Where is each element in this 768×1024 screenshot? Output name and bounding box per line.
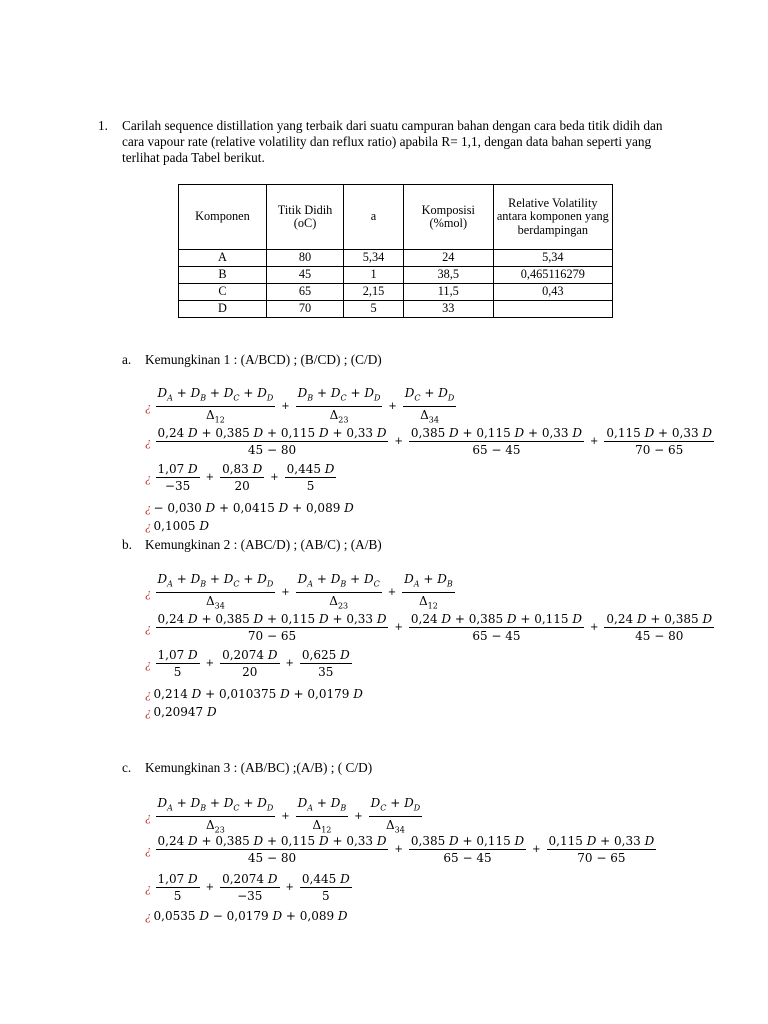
mark: ¿ xyxy=(145,879,152,895)
numerator: $D_A + D_B + D_C + D_D$ xyxy=(156,572,276,593)
section-a-eq1 xyxy=(145,386,458,428)
denominator: $\Delta_{34}$ xyxy=(420,408,439,425)
expression: 0,0535 D − 0,0179 D + 0,089 D xyxy=(153,909,348,923)
table-cell: C xyxy=(179,284,267,301)
denominator: $\Delta_{12}$ xyxy=(205,408,225,425)
table-cell: 0,465116279 xyxy=(493,267,612,284)
denominator: 65 − 45 xyxy=(472,629,521,643)
section-b-eq3 xyxy=(145,648,354,679)
table-cell: D xyxy=(179,301,267,318)
question-line: terlihat pada Tabel berikut. xyxy=(122,150,265,165)
numerator: $D_A + D_B + D_C + D_D$ xyxy=(156,386,276,407)
mark: ¿ xyxy=(145,686,152,701)
numerator: 1,07 D xyxy=(157,648,198,662)
denominator: 5 xyxy=(173,665,182,679)
plus-sign: + xyxy=(281,811,290,823)
mark: ¿ xyxy=(145,808,152,824)
denominator: 70 − 65 xyxy=(577,851,626,865)
denominator: $\Delta_{23}$ xyxy=(329,594,349,611)
section-c-title: Kemungkinan 3 : (AB/BC) ;(A/B) ; ( C/D) xyxy=(145,760,373,775)
plus-sign: + xyxy=(205,882,215,893)
plus-sign: + xyxy=(532,844,541,855)
mark: ¿ xyxy=(145,469,152,485)
result: 0,20947 D xyxy=(153,705,217,719)
numerator: 0,445 D xyxy=(286,462,335,476)
denominator: $\Delta_{23}$ xyxy=(205,818,225,835)
denominator: 5 xyxy=(173,889,182,903)
plus-sign: + xyxy=(394,844,403,855)
denominator: 5 xyxy=(321,889,330,903)
table-row xyxy=(179,301,613,318)
denominator: $\Delta_{23}$ xyxy=(329,408,349,425)
numerator: $D_B + D_C + D_D$ xyxy=(296,386,383,407)
table-row xyxy=(179,267,613,284)
table-cell: 24 xyxy=(403,250,493,267)
question-line: Carilah sequence distillation yang terbaik dari suatu campuran bahan dengan cara beda titik didih dan xyxy=(122,118,663,133)
numerator: $D_A + D_B + D_C + D_D$ xyxy=(156,796,276,817)
numerator: 1,07 D xyxy=(157,462,198,476)
table-cell: 80 xyxy=(266,250,343,267)
table-cell: 5 xyxy=(344,301,404,318)
numerator: $D_C + D_D$ xyxy=(369,796,422,817)
denominator: $\Delta_{12}$ xyxy=(418,594,438,611)
question-line: cara vapour rate (relative volatility dan reflux ratio) apabila R= 1,1, dengan data bahan seperti yang xyxy=(122,134,652,149)
table-cell: 33 xyxy=(403,301,493,318)
plus-sign: + xyxy=(394,436,403,447)
mark: ¿ xyxy=(145,655,152,671)
section-c-eq1 xyxy=(145,796,424,838)
numerator: 0,2074 D xyxy=(222,648,278,662)
expression: − 0,030 D + 0,0415 D + 0,089 D xyxy=(153,501,354,515)
numerator: 0,115 D + 0,33 D xyxy=(606,426,713,440)
section-c-eq3 xyxy=(145,872,354,903)
mark: ¿ xyxy=(145,584,152,600)
numerator: $D_C + D_D$ xyxy=(403,386,456,407)
numerator: $D_A + D_B$ xyxy=(296,796,349,817)
table-cell: 38,5 xyxy=(403,267,493,284)
numerator: 0,445 D xyxy=(301,872,350,886)
numerator: 0,24 D + 0,385 D + 0,115 D + 0,33 D xyxy=(157,612,387,626)
denominator: $\Delta_{34}$ xyxy=(205,594,225,611)
numerator: 0,385 D + 0,115 D xyxy=(410,834,525,848)
denominator: 20 xyxy=(234,479,250,493)
mark: ¿ xyxy=(145,433,152,449)
numerator: 0,83 D xyxy=(222,462,263,476)
header-a: a xyxy=(344,185,404,250)
section-b-letter: b. xyxy=(122,537,132,552)
table-cell: 5,34 xyxy=(493,250,612,267)
mark: ¿ xyxy=(145,841,152,857)
denominator: 20 xyxy=(242,665,258,679)
table-cell: 5,34 xyxy=(344,250,404,267)
plus-sign: + xyxy=(394,622,403,633)
header-komponen: Komponen xyxy=(179,185,267,250)
denominator: 65 − 45 xyxy=(443,851,492,865)
table-cell: B xyxy=(179,267,267,284)
numerator: 0,24 D + 0,385 D + 0,115 D + 0,33 D xyxy=(157,834,387,848)
table-cell: 45 xyxy=(266,267,343,284)
denominator: 45 − 80 xyxy=(635,629,684,643)
section-a-eq3 xyxy=(145,462,338,493)
numerator: 0,24 D + 0,385 D + 0,115 D + 0,33 D xyxy=(157,426,387,440)
plus-sign: + xyxy=(285,658,294,669)
section-b-eq2 xyxy=(145,612,716,643)
header-komposisi: Komposisi (%mol) xyxy=(403,185,493,250)
table-cell: 70 xyxy=(266,301,343,318)
denominator: $\Delta_{12}$ xyxy=(312,818,332,835)
plus-sign: + xyxy=(205,658,215,669)
section-b-eq4 xyxy=(145,686,363,702)
numerator: 0,115 D + 0,33 D xyxy=(548,834,655,848)
plus-sign: + xyxy=(590,436,599,447)
table-cell: 11,5 xyxy=(403,284,493,301)
section-a-title: Kemungkinan 1 : (A/BCD) ; (B/CD) ; (C/D) xyxy=(145,352,382,367)
table-cell: A xyxy=(179,250,267,267)
plus-sign: + xyxy=(281,587,290,599)
result: 0,1005 D xyxy=(153,519,209,533)
denominator: 45 − 80 xyxy=(247,443,297,457)
section-a-eq4 xyxy=(145,500,354,516)
denominator: 5 xyxy=(306,479,315,493)
mark: ¿ xyxy=(145,908,152,923)
section-b-result xyxy=(145,704,217,720)
section-a-letter: a. xyxy=(122,352,132,367)
table-row xyxy=(179,284,613,301)
denominator: 65 − 45 xyxy=(472,443,521,457)
plus-sign: + xyxy=(270,472,279,483)
numerator: 0,385 D + 0,115 D + 0,33 D xyxy=(410,426,582,440)
denominator: −35 xyxy=(164,479,191,493)
plus-sign: + xyxy=(354,811,363,823)
question-text xyxy=(122,118,722,166)
section-c-letter: c. xyxy=(122,760,132,775)
numerator: 0,24 D + 0,385 D + 0,115 D xyxy=(410,612,583,626)
section-a-result xyxy=(145,518,209,534)
table-row xyxy=(179,250,613,267)
section-c-eq2 xyxy=(145,834,658,865)
numerator: $D_A + D_B$ xyxy=(402,572,455,593)
plus-sign: + xyxy=(281,401,290,413)
mark: ¿ xyxy=(145,704,152,719)
expression: 0,214 D + 0,010375 D + 0,0179 D xyxy=(153,687,363,701)
header-titik-didih: Titik Didih (oC) xyxy=(266,185,343,250)
numerator: 0,2074 D xyxy=(222,872,278,886)
plus-sign: + xyxy=(388,401,397,413)
section-b-title: Kemungkinan 2 : (ABC/D) ; (AB/C) ; (A/B) xyxy=(145,537,382,552)
table-header-row xyxy=(179,185,613,250)
numerator: 1,07 D xyxy=(157,872,198,886)
denominator: 70 − 65 xyxy=(635,443,684,457)
table-cell: 65 xyxy=(266,284,343,301)
numerator: 0,625 D xyxy=(301,648,350,662)
numerator: $D_A + D_B + D_C$ xyxy=(296,572,382,593)
mark: ¿ xyxy=(145,619,152,635)
mark: ¿ xyxy=(145,398,152,414)
section-c-eq4 xyxy=(145,908,348,924)
numerator: 0,24 D + 0,385 D xyxy=(606,612,713,626)
header-relative-volatility: Relative Volatility antara komponen yang berdampingan xyxy=(493,185,612,250)
denominator: 70 − 65 xyxy=(247,629,297,643)
denominator: 35 xyxy=(318,665,334,679)
table-cell: 1 xyxy=(344,267,404,284)
plus-sign: + xyxy=(285,882,294,893)
denominator: −35 xyxy=(237,889,263,903)
table-cell xyxy=(493,301,612,318)
plus-sign: + xyxy=(590,622,599,633)
section-a-eq2 xyxy=(145,426,716,457)
component-table xyxy=(178,184,613,318)
section-b-eq1 xyxy=(145,572,457,614)
plus-sign: + xyxy=(387,587,397,599)
plus-sign: + xyxy=(205,472,215,483)
denominator: $\Delta_{34}$ xyxy=(385,818,405,835)
denominator: 45 − 80 xyxy=(247,851,297,865)
table-cell: 2,15 xyxy=(344,284,404,301)
question-number: 1. xyxy=(98,118,108,133)
table-cell: 0,43 xyxy=(493,284,612,301)
mark: ¿ xyxy=(145,500,152,515)
mark: ¿ xyxy=(145,518,152,533)
